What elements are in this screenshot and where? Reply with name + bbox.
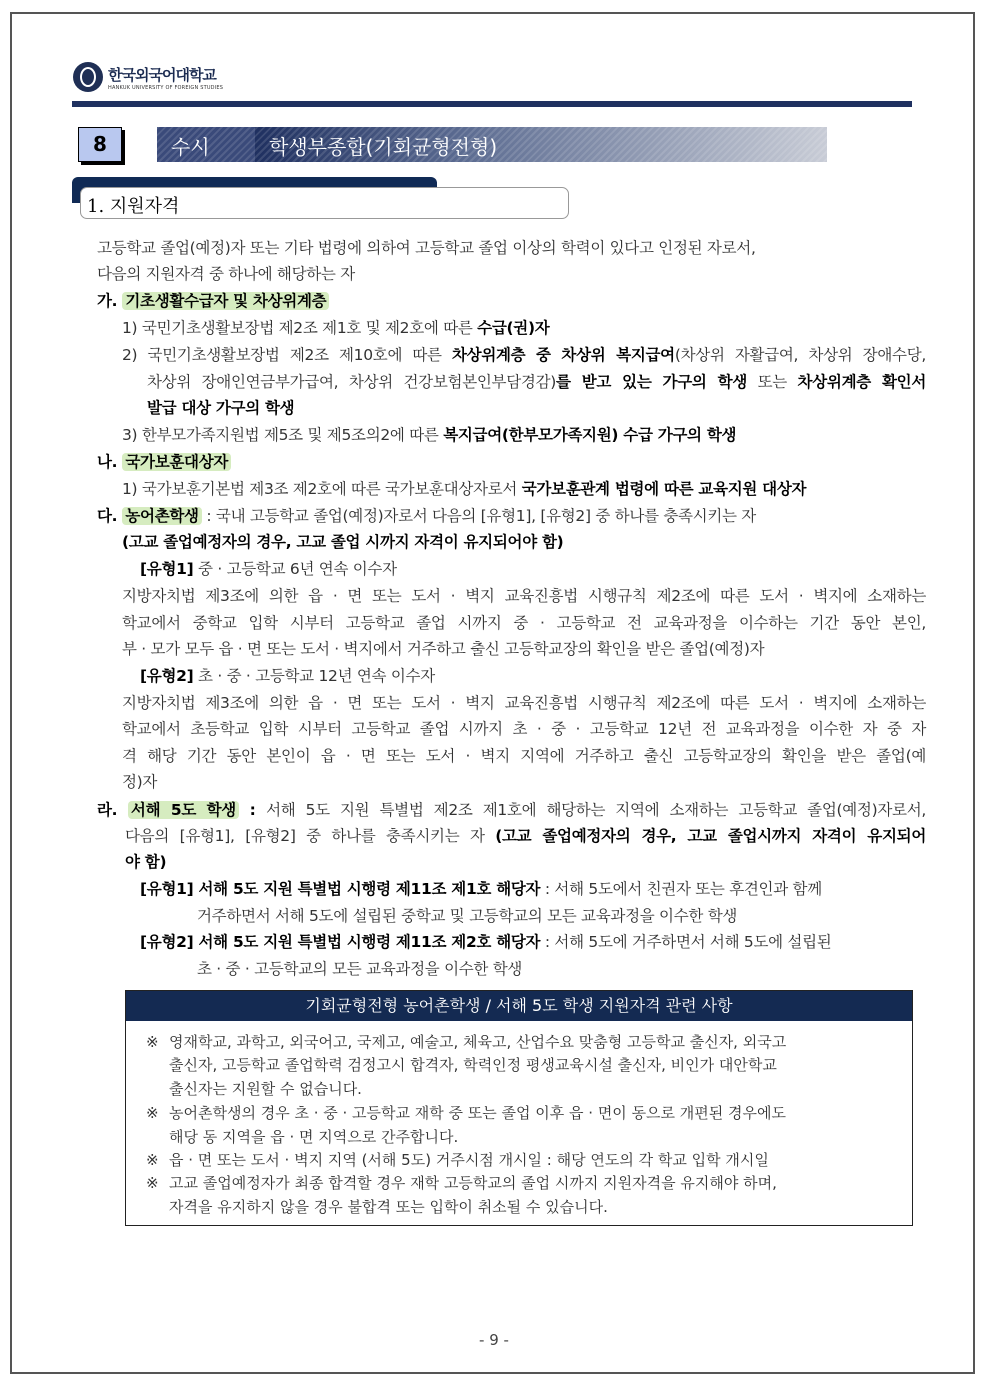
bold-text: [유형2] 서해 5도 지원 특별법 시행령 제11조 제2호 해당자 <box>140 933 541 951</box>
bold-text: 라. <box>97 801 128 819</box>
body-line <box>122 479 806 499</box>
body-line <box>97 800 926 820</box>
reference-mark-icon: ※ <box>146 1174 159 1192</box>
text: 차상위 장애인연금부가급여, 차상위 건강보험본인부담경감) <box>147 373 556 391</box>
body-line <box>140 932 831 952</box>
reference-mark-icon: ※ <box>146 1151 159 1169</box>
bold-text: 복지급여(한부모가족지원) 수급 가구의 학생 <box>443 426 737 444</box>
university-logo-icon <box>73 62 103 92</box>
bold-text: 가. <box>97 292 123 310</box>
body-line <box>197 959 522 979</box>
text: 지방자치법 제3조에 의한 읍 · 면 또는 도서 · 벽지 교육진흥법 시행규칙 제2조에 따른 도서 · 벽지에 소재하는 <box>122 694 926 712</box>
text: 학교에서 중학교 입학 시부터 고등학교 졸업 시까지 중 · 고등학교 전 교육과정을 이수하는 기간 동안 본인, <box>122 614 926 632</box>
body-line <box>97 238 756 258</box>
text: 1) 국민기초생활보장법 제2조 제1호 및 제2호에 따른 <box>122 319 478 337</box>
bold-text: [유형1] 서해 5도 지원 특별법 시행령 제11조 제1호 해당자 <box>140 880 541 898</box>
body-line <box>140 666 435 686</box>
text: 지방자치법 제3조에 의한 읍 · 면 또는 도서 · 벽지 교육진흥법 시행규칙 제2조에 따른 도서 · 벽지에 소재하는 <box>122 587 926 605</box>
body-line <box>122 532 563 552</box>
body-line <box>122 345 926 365</box>
text: 다음의 [유형1], [유형2] 중 하나를 충족시키는 자 <box>125 827 496 845</box>
body-line <box>97 452 231 472</box>
highlighted-heading: 서해 5도 학생 <box>128 801 239 819</box>
body-line <box>97 291 329 311</box>
bold-text: 차상위계층 확인서 <box>797 373 926 391</box>
body-line <box>122 586 926 606</box>
notice-line: 고교 졸업예정자가 최종 합격할 경우 재학 고등학교의 졸업 시까지 지원자격을 유지해야 하며, <box>169 1174 777 1192</box>
body-line <box>122 318 549 338</box>
text: 정)자 <box>122 773 158 791</box>
text: 다음의 지원자격 중 하나에 해당하는 자 <box>97 265 355 283</box>
section-number: 8 <box>78 127 122 162</box>
notice-line: 읍 · 면 또는 도서 · 벽지 지역 (서해 5도) 거주시점 개시일 : 해당 연도의 각 학교 입학 개시일 <box>169 1151 769 1169</box>
highlighted-heading: 기초생활수급자 및 차상위계층 <box>122 292 329 310</box>
section-banner <box>157 127 827 162</box>
body-line <box>122 772 157 792</box>
text: 서해 5도 지원 특별법 제2조 제1호에 해당하는 지역에 소재하는 고등학교 졸업(예정)자로서, <box>266 801 926 819</box>
body-line <box>122 693 926 713</box>
body-line <box>197 906 737 926</box>
text: (차상위 자활급여, 차상위 장애수당, <box>674 346 927 364</box>
text: 초 · 중 · 고등학교의 모든 교육과정을 이수한 학생 <box>197 960 523 978</box>
bold-text: (고교 졸업예정자의 경우, 고교 졸업 시까지 자격이 유지되어야 함) <box>122 533 564 551</box>
text: 3) 한부모가족지원법 제5조 및 제5조의2에 따른 <box>122 426 444 444</box>
bold-text: 발급 대상 가구의 학생 <box>147 399 295 417</box>
subsection-heading <box>80 187 569 219</box>
subsection-title: 1. 지원자격 <box>87 196 180 217</box>
text: 학교에서 초등학교 입학 시부터 고등학교 졸업 시까지 초 · 중 · 고등학교 12년 전 교육과정을 이수한 자 중 자 <box>122 720 926 738</box>
page-number: - 9 - <box>479 1331 509 1349</box>
bold-text: (고교 졸업예정자의 경우, 고교 졸업시까지 자격이 유지되어 <box>495 827 926 845</box>
body-line <box>122 746 926 766</box>
bold-text: 차상위계층 중 차상위 복지급여 <box>451 346 675 364</box>
text: 초 · 중 · 고등학교 12년 연속 이수자 <box>193 667 435 685</box>
body-line <box>125 852 166 872</box>
notice-title: 기회균형전형 농어촌학생 / 서해 5도 학생 지원자격 관련 사항 <box>126 991 912 1021</box>
university-name-en: HANKUK UNIVERSITY OF FOREIGN STUDIES <box>108 85 224 91</box>
highlighted-heading: 국가보훈대상자 <box>122 453 231 471</box>
text: 격 해당 기간 동안 본인이 읍 · 면 또는 도서 · 벽지 지역에 거주하고 출신 고등학교장의 확인을 받은 졸업(예 <box>122 747 926 765</box>
body-line <box>147 372 926 392</box>
text: 2) 국민기초생활보장법 제2조 제10호에 따른 <box>122 346 452 364</box>
university-name: 한국외국어대학교 <box>108 66 216 84</box>
text: 또는 <box>747 373 798 391</box>
notice-line: 출신자는 지원할 수 없습니다. <box>169 1080 362 1098</box>
bold-text: 나. <box>97 453 123 471</box>
bold-text: [유형1] <box>140 560 194 578</box>
bold-text: 다. <box>97 507 123 525</box>
notice-line: 출신자, 고등학교 졸업학력 검정고시 합격자, 학력인정 평생교육시설 출신자, 비인가 대안학교 <box>169 1056 777 1074</box>
text: 거주하면서 서해 5도에 설립된 중학교 및 고등학교의 모든 교육과정을 이수한 학생 <box>197 907 738 925</box>
text: 고등학교 졸업(예정)자 또는 기타 법령에 의하여 고등학교 졸업 이상의 학력이 있다고 인정된 자로서, <box>97 239 756 257</box>
bold-text: 국가보훈관계 법령에 따른 교육지원 대상자 <box>521 480 807 498</box>
notice-line: 자격을 유지하지 않을 경우 불합격 또는 입학이 취소될 수 있습니다. <box>169 1198 608 1216</box>
body-line <box>140 559 397 579</box>
section-title: 학생부종합(기회균형전형) <box>269 135 498 159</box>
text: 중 · 고등학교 6년 연속 이수자 <box>193 560 397 578</box>
body-line <box>122 613 926 633</box>
bold-text: [유형2] <box>140 667 194 685</box>
body-line <box>97 506 756 526</box>
body-line <box>147 398 294 418</box>
text: : 국내 고등학교 졸업(예정)자로서 다음의 [유형1], [유형2] 중 하나를 충족시키는 자 <box>201 507 756 525</box>
header-rule <box>72 101 912 107</box>
reference-mark-icon: ※ <box>146 1033 159 1051</box>
text: 1) 국가보훈기본법 제3조 제2호에 따른 국가보훈대상자로서 <box>122 480 522 498</box>
bold-text: 야 함) <box>125 853 167 871</box>
notice-line: 영재학교, 과학고, 외국어고, 국제고, 예술고, 체육고, 산업수요 맞춤형 고등학교 출신자, 외국고 <box>169 1033 787 1051</box>
text: : 서해 5도에서 친권자 또는 후견인과 함께 <box>540 880 822 898</box>
body-line <box>125 826 926 846</box>
section-category: 수시 <box>171 135 210 159</box>
notice-box <box>125 990 913 1226</box>
bold-text: 를 받고 있는 가구의 학생 <box>556 373 747 391</box>
notice-line: 해당 동 지역을 읍 · 면 지역으로 간주합니다. <box>169 1128 459 1146</box>
body-line <box>140 879 822 899</box>
body-line <box>122 719 926 739</box>
bold-text: : <box>238 801 267 819</box>
text: 부 · 모가 모두 읍 · 면 또는 도서 · 벽지에서 거주하고 출신 고등학교장의 확인을 받은 졸업(예정)자 <box>122 640 765 658</box>
reference-mark-icon: ※ <box>146 1104 159 1122</box>
body-line <box>122 639 764 659</box>
body-line <box>97 264 355 284</box>
text: : 서해 5도에 거주하면서 서해 5도에 설립된 <box>540 933 832 951</box>
bold-text: 수급(권)자 <box>477 319 550 337</box>
body-line <box>122 425 736 445</box>
highlighted-heading: 농어촌학생 <box>122 507 201 525</box>
notice-line: 농어촌학생의 경우 초 · 중 · 고등학교 재학 중 또는 졸업 이후 읍 · 면이 동으로 개편된 경우에도 <box>169 1104 787 1122</box>
